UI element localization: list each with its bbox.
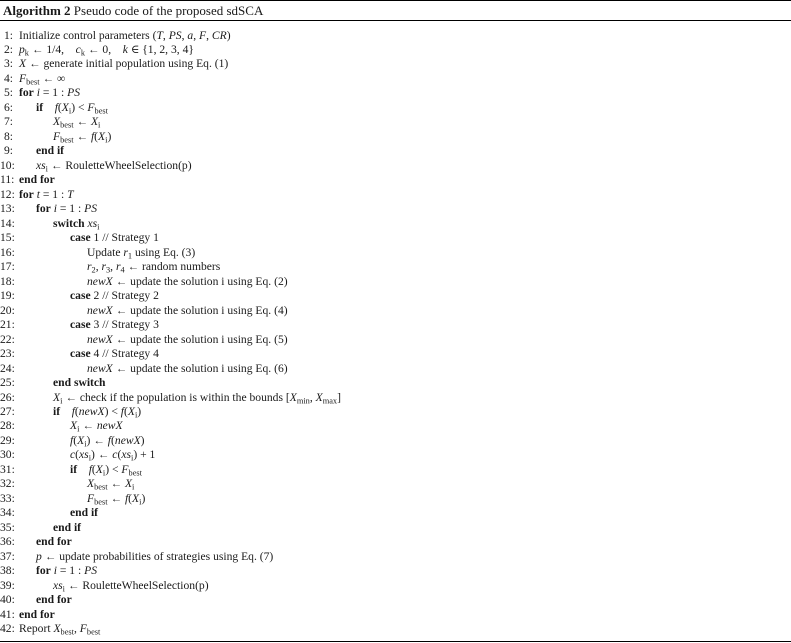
code-text: ← update the solution i using Eq. (4) [112,303,288,317]
code-text: ← RouletteWheelSelection(p) [65,578,209,592]
line-code [87,477,134,491]
subscript: 2 [91,265,96,275]
line-number: 13: [0,202,15,216]
math-symbol: X [70,419,78,433]
line-number: 29: [0,433,15,447]
math-symbol: f [88,462,92,476]
code-text: Initialize control parameters ( [19,28,157,42]
code-text: ← update probabilities of strategies using Eq. (7) [41,549,274,563]
line-code [53,115,100,129]
line-number: 22: [0,332,15,346]
subscript: i [98,120,101,130]
math-symbol: PS [168,28,182,42]
subscript: best [128,468,142,478]
math-symbol: newX [96,419,123,433]
math-symbol: newX [87,303,113,317]
line-code [36,535,72,549]
math-symbol: k [122,42,128,56]
keyword: if [70,462,78,476]
subscript: best [94,106,108,116]
keyword: end if [53,520,82,534]
math-symbol: X [127,404,135,418]
line-code [87,246,195,260]
line-code [36,144,64,158]
math-symbol: f [124,491,129,505]
math-symbol: X [87,477,95,491]
code-text [77,463,89,476]
keyword: switch [53,216,85,230]
subscript: best [94,497,108,507]
line-number: 36: [0,535,15,549]
code-text: ← update the solution i using Eq. (2) [112,274,288,288]
line-code [53,405,141,419]
line-code [70,231,159,245]
line-number: 16: [0,245,15,259]
caption-title: Pseudo code of the proposed sdSCA [73,3,264,18]
code-text: 1 // Strategy 1 [90,231,159,245]
math-symbol: f [90,129,95,143]
line-code [87,492,145,506]
math-symbol: F [87,100,95,114]
line-code [53,391,341,405]
code-text: , [181,28,188,42]
line-number: 26: [0,390,15,404]
math-symbol: f [54,100,58,114]
math-symbol: i [53,564,57,578]
line-number: 19: [0,289,15,303]
code-text: ( [117,448,122,462]
line-code [19,608,55,622]
math-symbol: F [121,462,129,476]
math-symbol: X [19,57,27,71]
line-number: 28: [0,419,15,433]
subscript: 1 [127,251,133,261]
line-number: 38: [0,564,15,578]
line-code [53,130,111,144]
line-number: 20: [0,303,15,317]
code-text: ( [91,462,96,476]
math-symbol: X [95,462,103,476]
code-text: 2 // Strategy 2 [90,289,159,303]
code-text: , [162,28,169,42]
code-text: ← [79,419,97,433]
math-symbol: r [87,260,92,274]
keyword: end if [36,144,65,158]
line-number: 8: [3,129,13,143]
line-code [19,188,74,202]
math-symbol: i [53,202,57,216]
line-code [19,173,55,187]
code-text: ← 0, [85,42,123,56]
code-text: = 1 : [56,564,85,578]
line-number: 17: [0,260,15,274]
code-text: ← check if the population is within the bounds [ [62,390,290,404]
math-symbol: c [112,448,118,462]
line-number: 9: [3,144,13,158]
keyword: if [53,404,61,418]
subscript: best [26,77,40,87]
math-symbol: p [36,549,42,563]
line-code [53,579,209,593]
math-symbol: r [101,260,106,274]
code-text: ] [337,390,341,404]
math-symbol: CR [211,28,227,42]
code-text: 3 // Strategy 3 [90,318,159,332]
keyword: case [70,318,91,332]
subscript: i [134,410,138,420]
code-text: ∈ {1, 2, 3, 4} [127,42,194,56]
subscript: i [60,396,63,405]
math-symbol: f [107,433,112,447]
subscript: max [322,396,338,405]
line-number: 32: [0,477,15,491]
math-symbol: X [53,390,61,404]
code-text: ) < [71,100,88,114]
line-code [87,275,288,289]
line-number: 31: [0,462,15,476]
code-text: ← RouletteWheelSelection(p) [48,158,192,172]
line-number: 23: [0,347,15,361]
keyword: if [36,100,44,114]
line-code [53,376,106,390]
line-code [70,347,159,361]
math-symbol: T [156,28,163,42]
keyword: end for [36,593,72,607]
code-text: ) ← [86,433,108,447]
line-code [19,86,80,100]
code-text: Update [87,245,124,259]
line-code [87,260,220,274]
subscript: i [68,106,72,116]
math-symbol: newX [114,433,141,447]
line-number: 18: [0,274,15,288]
keyword: case [70,347,91,361]
line-code [53,521,81,535]
line-number: 37: [0,549,15,563]
keyword: end for [36,535,72,549]
line-number: 14: [0,216,15,230]
keyword: for [19,187,34,201]
math-symbol: X [77,433,85,447]
line-code [70,463,142,477]
subscript: i [132,482,135,492]
line-number: 33: [0,491,15,505]
math-symbol: PS [84,202,97,216]
code-text: ) [141,491,146,505]
subscript: best [60,135,74,145]
keyword: for [19,86,34,100]
subscript: i [84,439,87,449]
subscript: i [139,497,142,507]
code-text: ) [137,404,142,418]
keyword: end for [19,607,55,621]
line-number: 25: [0,376,15,390]
math-symbol: a [187,28,194,42]
math-symbol: F [53,129,61,143]
subscript: i [88,453,92,463]
math-symbol: X [289,390,297,404]
line-number: 15: [0,231,15,245]
keyword: for [36,564,51,578]
line-code [19,72,65,86]
line-number: 11: [0,173,15,187]
line-code [87,304,288,318]
line-code [36,101,108,115]
subscript: best [60,120,74,130]
subscript: k [24,48,29,58]
code-text: Report [19,622,54,636]
line-number: 34: [0,506,15,520]
keyword: case [70,289,91,303]
math-symbol: f [71,404,75,418]
subscript: i [77,424,80,434]
code-text: ) [140,433,145,447]
code-text: ) < [104,404,121,418]
code-text: = 1 : [56,202,85,216]
math-symbol: c [70,448,76,462]
line-number: 4: [3,71,13,85]
keyword: for [36,202,51,216]
code-text: ( [75,448,80,462]
line-number: 24: [0,361,15,375]
code-text: , [206,28,212,42]
math-symbol: i [36,86,40,100]
keyword: end switch [53,376,106,390]
line-number: 40: [0,593,15,607]
code-text: ← [107,477,125,491]
math-symbol: xs [53,578,63,592]
code-text: ( [73,433,78,447]
code-text: ( [124,404,128,418]
code-text: = 1 : [39,86,68,100]
math-symbol: T [67,187,74,201]
math-symbol: newX [78,404,105,418]
line-number: 7: [3,115,13,129]
math-symbol: r [115,260,121,274]
math-symbol: X [132,491,140,505]
line-number: 39: [0,578,15,592]
math-symbol: X [315,390,323,404]
math-symbol: xs [121,448,131,462]
line-number: 21: [0,318,15,332]
line-code [19,622,100,636]
math-symbol: t [36,187,40,201]
line-code [36,564,97,578]
line-code [53,217,99,231]
subscript: best [60,627,74,637]
code-text: , [95,260,102,274]
code-text: , [193,28,199,42]
line-code [36,202,97,216]
code-text [43,101,55,114]
top-rule [0,0,791,1]
subscript: i [105,135,108,145]
math-symbol: newX [87,332,113,346]
line-code [87,333,288,347]
line-code [19,43,194,57]
line-number: 5: [3,86,13,100]
line-code [87,362,288,376]
line-number: 42: [0,622,15,636]
subscript: best [86,627,101,637]
math-symbol: PS [84,564,97,578]
code-text: ← [107,491,125,505]
math-symbol: p [19,42,25,56]
math-symbol: F [79,622,87,636]
code-text: ← [73,115,91,129]
code-text: ) < [105,462,122,476]
line-code [70,506,98,520]
math-symbol: F [87,491,95,505]
keyword: end for [19,173,55,187]
math-symbol: c [75,42,81,56]
math-symbol: f [70,433,74,447]
math-symbol: newX [87,274,113,288]
line-number: 30: [0,448,15,462]
caption-label: Algorithm 2 [3,3,71,18]
math-symbol: F [19,71,27,85]
line-code [70,318,159,332]
subscript: 3 [106,265,111,275]
subscript: 4 [120,265,125,275]
math-symbol: xs [79,448,89,462]
code-text [60,405,72,418]
code-text: ← random numbers [124,260,221,274]
code-text: , [110,260,116,274]
code-text: ) + 1 [133,448,156,462]
code-text: using Eq. (3) [132,245,196,259]
math-symbol: xs [87,216,98,230]
subscript: i [97,222,100,232]
code-text: ( [111,433,115,447]
math-symbol: X [90,115,99,129]
code-text: , [309,390,316,404]
code-text: ( [57,100,62,114]
math-symbol: xs [36,158,46,172]
math-symbol: X [124,477,133,491]
line-code [36,550,273,564]
code-text: = 1 : [39,187,68,201]
math-symbol: PS [67,86,80,100]
subscript: i [131,453,134,463]
line-number: 2: [3,42,13,56]
subscript: i [45,164,48,174]
line-number: 27: [0,404,15,418]
line-code [36,593,72,607]
line-number: 35: [0,520,15,534]
code-text: ← update the solution i using Eq. (5) [112,332,288,346]
line-number: 3: [3,57,13,71]
code-text: 4 // Strategy 4 [90,347,159,361]
code-text: ← generate initial population using Eq. (1) [26,57,229,71]
code-text: ( [94,129,99,143]
caption-rule [0,20,791,21]
line-code [70,434,145,448]
subscript: k [80,48,85,58]
math-symbol: X [53,622,61,636]
code-text: ) [226,28,231,42]
code-text: ) [107,129,112,143]
code-text: ( [74,404,79,418]
line-number: 41: [0,607,15,621]
line-number: 1: [3,28,13,42]
keyword: case [70,231,91,245]
algorithm-caption [3,3,263,18]
line-code [19,29,231,43]
code-text: ← [73,129,91,143]
math-symbol: X [98,129,106,143]
code-text: ← 1/4, [28,42,76,56]
code-text: , [74,622,80,636]
math-symbol: r [123,245,128,259]
subscript: min [296,396,310,405]
math-symbol: X [53,115,61,129]
math-symbol: X [61,100,69,114]
line-number: 12: [0,187,15,201]
code-text: ( [128,491,133,505]
line-number: 6: [3,100,13,114]
subscript: i [62,584,65,594]
code-text: ← update the solution i using Eq. (6) [112,361,288,375]
math-symbol: F [198,28,207,42]
math-symbol: f [120,404,124,418]
line-number: 10: [0,158,15,172]
math-symbol: newX [87,361,113,375]
line-code [19,57,228,71]
line-code [70,448,155,462]
bottom-rule [0,641,791,642]
line-code [70,289,159,303]
code-text: ) ← [91,448,113,462]
subscript: i [102,468,106,478]
keyword: end if [70,506,99,520]
subscript: best [94,482,108,492]
line-code [70,419,123,433]
line-code [36,159,192,173]
code-text: ← ∞ [39,71,66,85]
